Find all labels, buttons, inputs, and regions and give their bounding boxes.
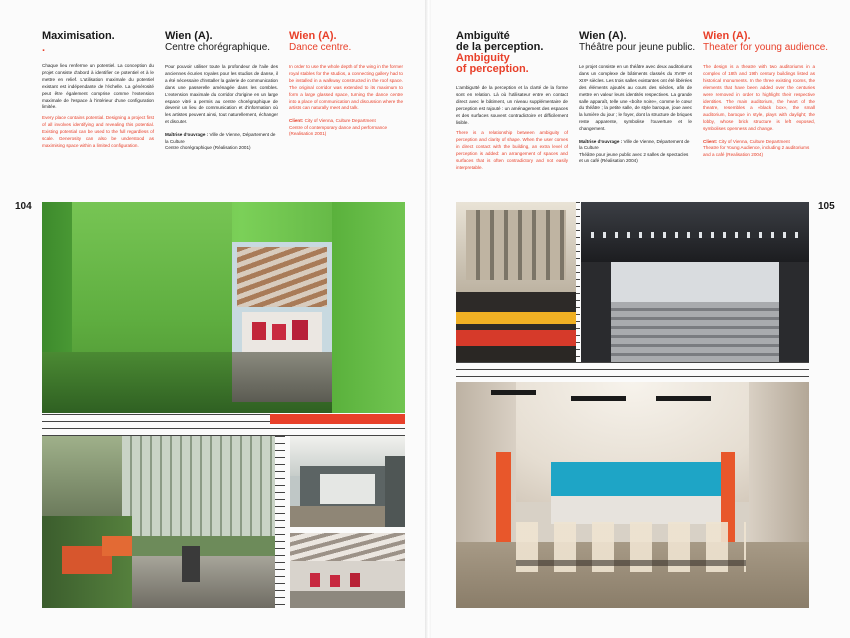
centre-choregraphique-subtitle: Centre chorégraphique. bbox=[165, 42, 271, 53]
theatre-fr-column bbox=[579, 30, 696, 165]
dance-centre-credit-fr: Maîtrise d'ouvrage : Ville de Vienne, Département de la Culture Centre chorégraphique (Réalisation 2001) bbox=[165, 132, 276, 150]
theatre-text-fr: Le projet consiste en un théâtre avec deux auditoriums dans un complexe de bâtiments classés du XVIIIᵉ et XIXᵉ siècles. Les trois salles existantes ont été libérées des éléments ajoutés au cours des siècles, afin de mettre en valeur leurs identités respectives. La grande salle apparaît, telle une «boîte noire», comme le cœur du théâtre ; la petite salle, de style baroque, joue avec la lumière du jour ; le foyer, dont la structure de briques reste apparente, symbolise l'ouverture et le changement. bbox=[579, 64, 692, 132]
decorative-stripes-3 bbox=[576, 202, 580, 362]
dance-centre-credit-en: Client: City of Vienna, Culture Department Centre of contemporary dance and performance (Realisation 2001) bbox=[289, 118, 388, 137]
ambiguite-title-line2: de la perception. bbox=[456, 41, 544, 53]
courtyard-photo bbox=[456, 202, 576, 362]
dance-centre-en-column bbox=[289, 31, 403, 138]
theatre-credit-fr: Maîtrise d'ouvrage : Ville de Vienne, Département de la Culture Théâtre pour jeune public avec 2 salles de spectacles et un café (Réalisation 2004) bbox=[579, 139, 690, 164]
dance-centre-text-en: In order to use the whole depth of the wing in the former royal stables for the studios, a connecting gallery had to be installed in a walkway constructed in the roof space. The original corridor was extended to its maximum to form a large glassed space, turning the dance centre into a place of communication and discussion where the artists can naturally meet and talk. bbox=[289, 64, 403, 111]
title-mark: . bbox=[42, 42, 46, 54]
maximisation-title: Maximisation. bbox=[42, 30, 115, 42]
maximisation-column bbox=[42, 31, 154, 154]
page-number-right: 105 bbox=[818, 201, 835, 212]
red-band bbox=[270, 414, 405, 424]
decorative-stripes-4 bbox=[456, 362, 809, 382]
theatre-credit-en: Client: City of Vienna, Culture Department Theatre for Young Audience, including 2 auditoriums and a café (Realisation 2004) bbox=[703, 139, 810, 157]
ambiguity-text-fr: L'ambiguïté de la perception et la clarté de la forme sont en relation. Là où l'utilisateur entre en contact direct avec le bâtiment, un niveau supplémentaire de perception est rajouté : un aménagement des espaces et des surfaces souvent contradictoire et difficilement lisible. bbox=[456, 85, 568, 125]
green-corridor-photo bbox=[42, 202, 405, 413]
theater-young-audience-subtitle: Theater for young audience. bbox=[703, 42, 829, 53]
decorative-stripes-2 bbox=[275, 436, 285, 608]
ambiguite-title-line1: Ambiguïté bbox=[456, 30, 510, 42]
wien-title-en: Wien (A). bbox=[289, 30, 337, 42]
theatre-jeune-public-subtitle: Théâtre pour jeune public. bbox=[579, 42, 696, 53]
dance-centre-subtitle: Dance centre. bbox=[289, 42, 352, 53]
wien-title-fr: Wien (A). bbox=[165, 30, 213, 42]
gallery-photo bbox=[290, 533, 405, 608]
dance-studio-photo bbox=[290, 436, 405, 527]
ambiguity-column bbox=[456, 31, 568, 176]
theatre-cafe-photo bbox=[456, 382, 809, 608]
wien-title-theatre-fr: Wien (A). bbox=[579, 30, 627, 42]
page-number-left: 104 bbox=[15, 201, 32, 212]
dance-centre-text-fr: Pour pouvoir utiliser toute la profondeur de l'aile des anciennes écuries royales pour les studios de danse, il a été nécessaire d'installer la galerie de communication dans une passerelle aménagée dans les combles. L'extension maximale du corridor d'origine en un large espace vitré a permis au centre chorégraphique de devenir un lieu de communication et d'information où les artistes peuvent ainsi, tout naturellement, échanger et discuter. bbox=[165, 64, 278, 125]
wien-title-theatre-en: Wien (A). bbox=[703, 30, 751, 42]
theatre-en-column bbox=[703, 30, 829, 158]
maximisation-text-en: Every place contains potential. Designing a project first of all involves identifying and revealing this potential. Existing potential can be used to the full regardless of scale. Generosity can also be understood as maximising space within a limited configuration. bbox=[42, 115, 154, 148]
page-gutter bbox=[425, 0, 431, 638]
theatre-text-en: The design is a theatre with two auditoriums in a complex of 18th and 19th century buildings listed as historical monuments. In the three existing rooms, the elements that have been added over the centuries were removed in order to highlight their respective identities. The main auditorium, the heart of the theatre, resembles a «black box», the small auditorium, baroque in style, plays with daylight; the lobby, whose brick structure is left exposed, symbolises openness and change. bbox=[703, 64, 815, 132]
orange-lounge-photo bbox=[42, 436, 275, 608]
ambiguity-title-line1: Ambiguity bbox=[456, 52, 510, 64]
auditorium-photo bbox=[581, 202, 809, 362]
dance-centre-fr-column bbox=[165, 31, 278, 151]
ambiguity-text-en: There is a relationship between ambiguity of perception and clarity of shape. When the user comes in direct contact with the building, an extra level of perception is added: an arrangement of spaces and surfaces that is often contradictory and not easily interpretable. bbox=[456, 130, 568, 170]
maximisation-text-fr: Chaque lieu renferme un potentiel. La conception du projet consiste d'abord à identifier ce potentiel et à le mettre en relief. L'utilisation maximale du potentiel existant est indépendante de l'échelle. La générosité peut être également comprise comme l'extension maximale de l'espace à l'intérieur d'une configuration limitée. bbox=[42, 63, 154, 110]
ambiguity-title-line2: of perception. bbox=[456, 63, 529, 75]
